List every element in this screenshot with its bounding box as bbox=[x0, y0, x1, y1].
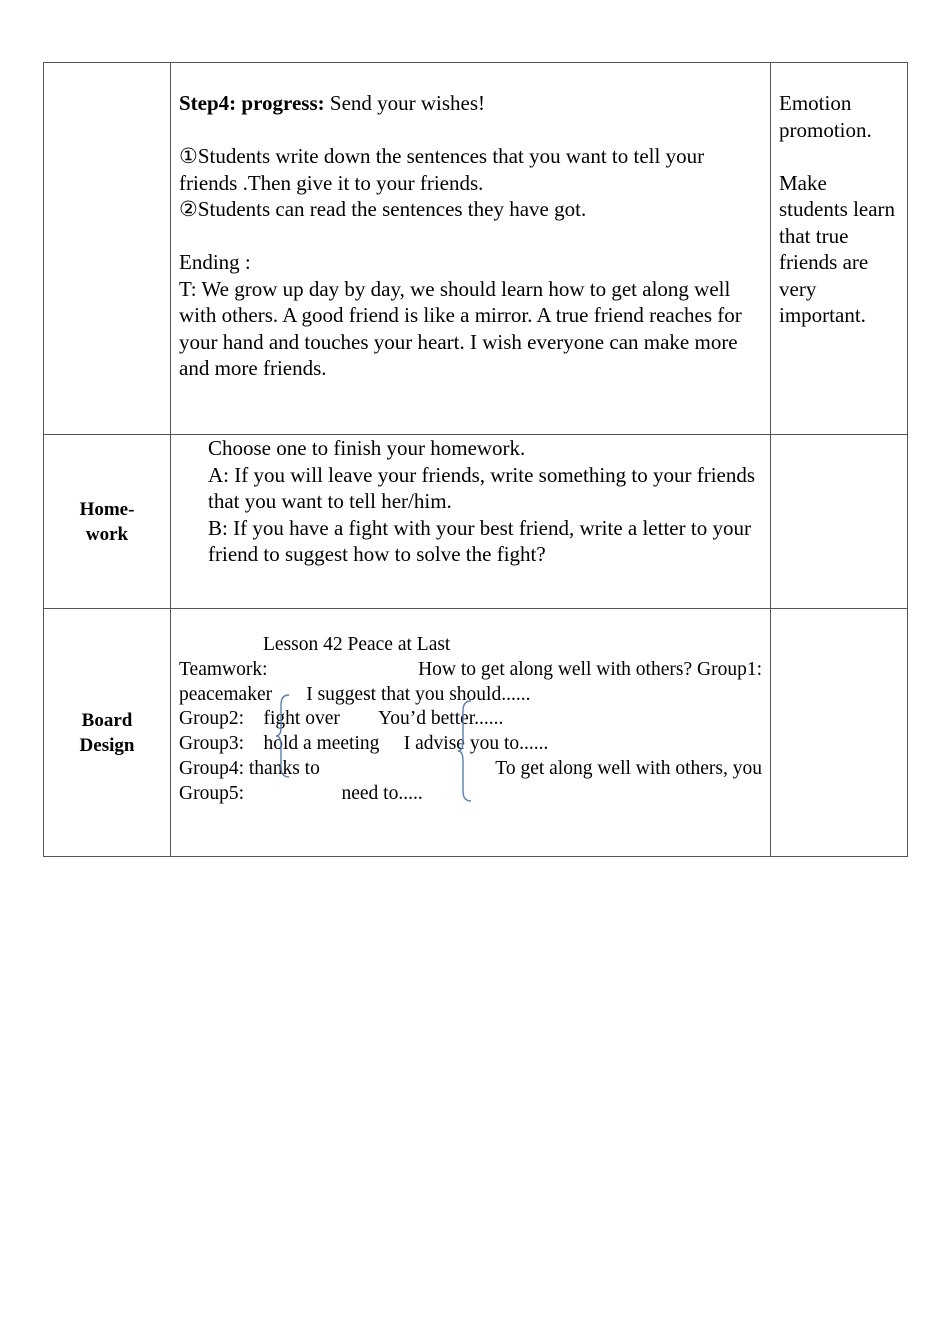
ending-text: T: We grow up day by day, we should learn how to get along well with others. A good friend is like a mirror. A true friend reaches for your hand and touches your heart. I wish everyone can make more and more friends. bbox=[179, 276, 742, 380]
step4-cell bbox=[171, 63, 771, 435]
step4-item-2: ②Students can read the sentences they have got. bbox=[179, 197, 587, 221]
step4-heading-rest: Send your wishes! bbox=[324, 91, 486, 115]
board-design-label-text: Board Design bbox=[79, 709, 135, 756]
board-title: Lesson 42 Peace at Last bbox=[263, 634, 451, 655]
left-brace-icon bbox=[275, 693, 291, 779]
row-label-cell-empty bbox=[44, 63, 171, 435]
board-line-3: Group2: fight over You’d better...... bbox=[179, 708, 504, 730]
homework-option-a: A: If you will leave your friends, write something to your friends that you want to tell her/him. bbox=[208, 462, 756, 513]
board-design-purpose-cell bbox=[771, 609, 908, 857]
step4-item-1: ①Students write down the sentences that you want to tell your friends .Then give it to your friends. bbox=[179, 144, 705, 195]
board-design-cell bbox=[171, 609, 771, 857]
board-line-4: Group3: hold a meeting I advise you to...... bbox=[179, 733, 549, 755]
board-teamwork-right: How to get along well with others? Group1: bbox=[418, 658, 762, 680]
homework-purpose-cell bbox=[771, 435, 908, 609]
table-row-board-design bbox=[44, 609, 908, 857]
table-row-homework bbox=[44, 435, 908, 609]
ending-label: Ending : bbox=[179, 250, 251, 274]
lesson-plan-table bbox=[43, 62, 908, 857]
homework-label bbox=[44, 435, 171, 609]
board-line-2: peacemaker I suggest that you should...... bbox=[179, 683, 531, 705]
board-teamwork-left: Teamwork: bbox=[179, 658, 268, 680]
step4-heading-line bbox=[179, 90, 762, 117]
step4-heading: Step4: progress: bbox=[179, 91, 325, 115]
board-line-6: Group5: need to..... bbox=[179, 782, 423, 804]
homework-cell bbox=[171, 435, 771, 609]
purpose-line-1: Emotion promotion. bbox=[779, 91, 872, 142]
board-design-label bbox=[44, 609, 171, 857]
purpose-cell bbox=[771, 63, 908, 435]
right-brace-icon bbox=[457, 699, 473, 803]
purpose-line-2: Make students learn that true friends are very important. bbox=[779, 170, 896, 327]
board-line-5-left: Group4: thanks to bbox=[179, 757, 320, 779]
homework-label-text: Home-work bbox=[79, 498, 135, 545]
homework-intro: Choose one to finish your homework. bbox=[208, 436, 526, 460]
homework-option-b: B: If you have a fight with your best friend, write a letter to your friend to suggest how to solve the fight? bbox=[208, 515, 751, 566]
table-row-step4 bbox=[44, 63, 908, 435]
board-line-5-right: To get along well with others, you bbox=[495, 757, 762, 779]
board-teamwork-line bbox=[179, 658, 762, 683]
